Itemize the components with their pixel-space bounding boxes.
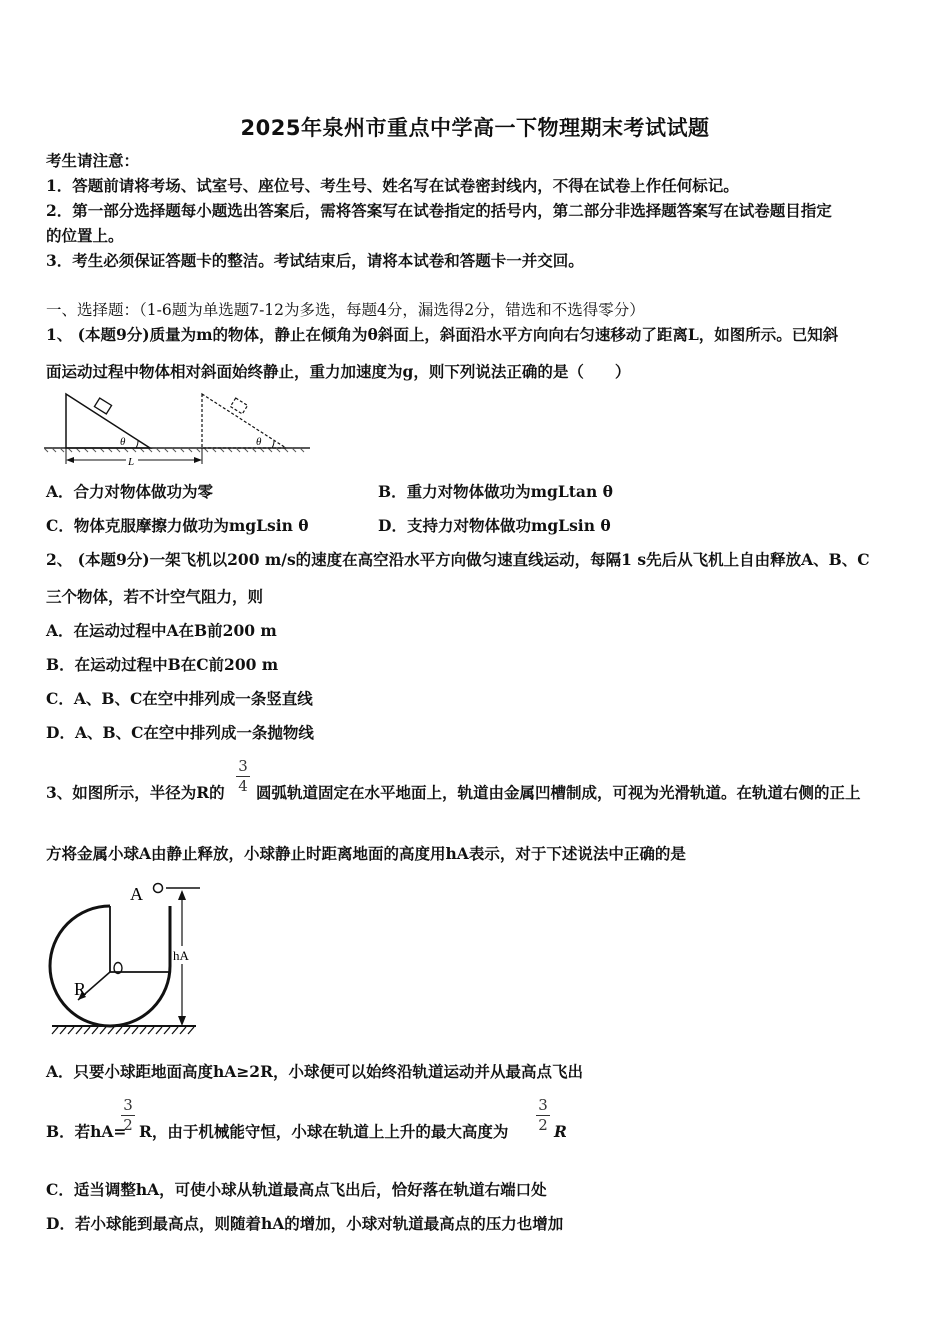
- q3-fraction-denominator: 4: [238, 777, 248, 795]
- q3-stem-line2: 方将金属小球A由静止释放，小球静止时距离地面的高度用hA表示，对于下述说法中正确的是: [46, 844, 686, 863]
- q3-option-b-middle: R，由于机械能守恒，小球在轨道上上升的最大高度为: [139, 1122, 509, 1141]
- q3-track-figure: [48, 876, 218, 1038]
- q3-stem-line1-end: 圆弧轨道固定在水平地面上，轨道由金属凹槽制成，可视为光滑轨道。在轨道右侧的正上: [256, 783, 861, 802]
- q1-theta-label-1: θ: [120, 436, 126, 448]
- q2-option-d: D．A、B、C在空中排列成一条抛物线: [46, 723, 314, 742]
- q3-option-b-fraction-1-den: 2: [123, 1116, 133, 1134]
- q3-option-b-fraction-2-den: 2: [538, 1116, 548, 1134]
- section-heading: 一、选择题：（1-6题为单选题7-12为多选，每题4分，漏选得2分，错选和不选得零分）: [46, 301, 645, 319]
- q2-stem-line2: 三个物体，若不计空气阻力，则: [46, 587, 264, 606]
- q3-stem-line1-start: 3、如图所示，半径为R的: [46, 783, 225, 802]
- notice-heading: 考生请注意：: [46, 151, 140, 170]
- q1-incline-figure: [44, 390, 314, 470]
- q3-fraction-numerator: 3: [238, 757, 248, 775]
- notice-item-2: 2．第一部分选择题每小题选出答案后，需将答案写在试卷指定的括号内，第二部分非选择题答案写在试卷题目指定: [46, 201, 832, 220]
- q2-stem-line1: 2、 (本题9分)一架飞机以200 m/s的速度在高空沿水平方向做匀速直线运动，每隔1 s先后从飞机上自由释放A、B、C: [46, 550, 870, 569]
- q3-fraction-three-quarters: [236, 758, 250, 795]
- q2-option-a: A．在运动过程中A在B前200 m: [46, 621, 277, 640]
- notice-item-1: 1．答题前请将考场、试室号、座位号、考生号、姓名写在试卷密封线内，不得在试卷上作任何标记。: [46, 176, 739, 195]
- q3-option-a: A．只要小球距地面高度hA≥2R，小球便可以始终沿轨道运动并从最高点飞出: [46, 1062, 583, 1081]
- q1-option-b: B．重力对物体做功为mgLtan θ: [378, 482, 613, 501]
- q3-option-b-fraction-1: [121, 1097, 135, 1134]
- q1-option-d: D．支持力对物体做功mgLsin θ: [378, 516, 611, 535]
- notice-item-3: 3．考生必须保证答题卡的整洁。考试结束后，请将本试卷和答题卡一并交回。: [46, 251, 584, 270]
- q1-theta-label-2: θ: [256, 436, 262, 448]
- q3-option-b-fraction-2-num: 3: [538, 1096, 548, 1114]
- q3-option-b-fraction-2: [536, 1097, 550, 1134]
- q1-length-label: L: [128, 456, 135, 468]
- q1-option-c: C．物体克服摩擦力做功为mgLsin θ: [46, 516, 309, 535]
- q3-option-b-end: R: [554, 1122, 567, 1141]
- q1-option-a: A．合力对物体做功为零: [46, 482, 214, 501]
- page-title: 2025年泉州市重点中学高一下物理期末考试试题: [240, 116, 710, 140]
- q3-ball-label: A: [130, 884, 143, 904]
- q3-option-d: D．若小球能到最高点，则随着hA的增加，小球对轨道最高点的压力也增加: [46, 1214, 564, 1233]
- q2-option-b: B．在运动过程中B在C前200 m: [46, 655, 279, 674]
- notice-item-2-cont: 的位置上。: [46, 226, 124, 245]
- q1-stem-line1: 1、 (本题9分)质量为m的物体，静止在倾角为θ斜面上，斜面沿水平方向向右匀速移动了距离L，如图所示。已知斜: [46, 325, 839, 344]
- q3-height-label: hA: [173, 948, 189, 963]
- q3-radius-label: R: [74, 979, 87, 999]
- q3-option-b-fraction-1-num: 3: [123, 1096, 133, 1114]
- q3-option-c: C．适当调整hA，可使小球从轨道最高点飞出后，恰好落在轨道右端口处: [46, 1180, 547, 1199]
- q3-option-b-start: B．若hA=: [46, 1122, 127, 1141]
- q1-stem-line2: 面运动过程中物体相对斜面始终静止，重力加速度为g，则下列说法正确的是（ ）: [46, 362, 631, 381]
- q2-option-c: C．A、B、C在空中排列成一条竖直线: [46, 689, 313, 708]
